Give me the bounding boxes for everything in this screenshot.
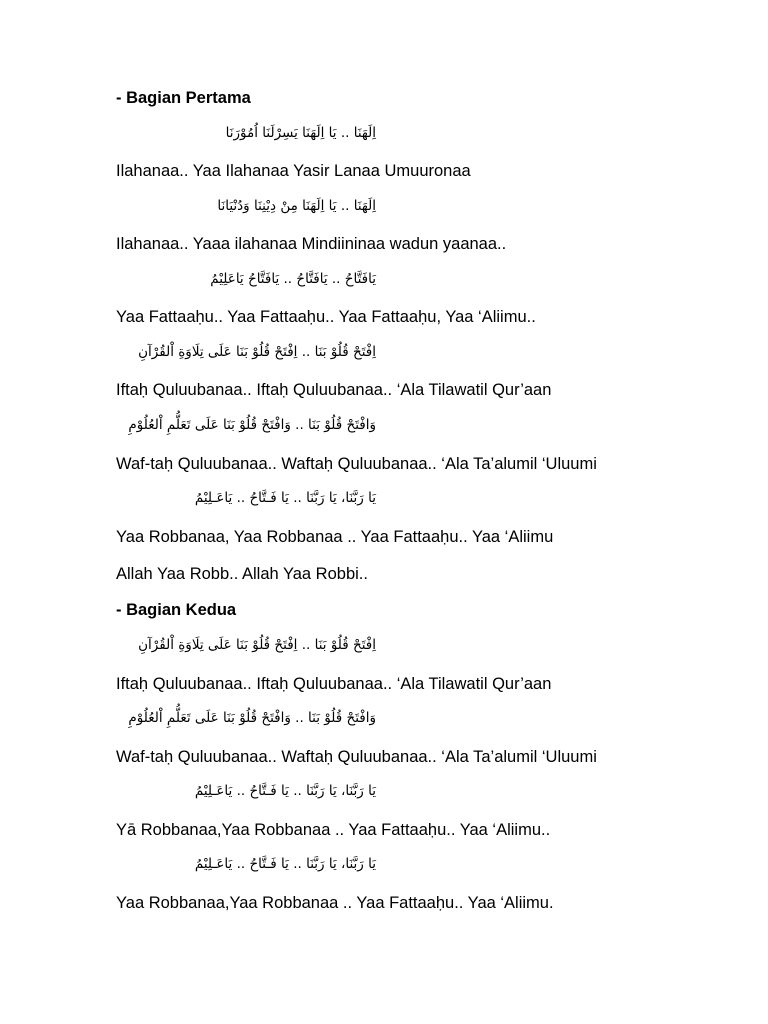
arabic-line [116, 781, 376, 801]
arabic-line [116, 415, 376, 435]
latin-line: Waf-taḥ Quluubanaa.. Waftaḥ Quluubanaa.. ‘Ala Ta’alumil ‘Uluumi [116, 455, 597, 473]
closing-line: Allah Yaa Robb.. Allah Yaa Robbi.. [116, 565, 368, 583]
latin-line: Ilahanaa.. Yaaa ilahanaa Mindiininaa wadun yaanaa.. [116, 235, 507, 253]
arabic-text: وَافْتَحْ قُلُوْ بَنَا .. وَافْتَحْ قُلُوْ بَنَا عَلَى تَعَلُّمِ اْلعُلُوْمِ [128, 710, 376, 726]
arabic-text: اِفْتَحْ قُلُوْ بَنَا .. اِفْتَحْ قُلُوْ بَنَا عَلَى تِلَاوَةِ اْلقُرْآنِ [138, 344, 376, 360]
arabic-text: وَافْتَحْ قُلُوْ بَنَا .. وَافْتَحْ قُلُوْ بَنَا عَلَى تَعَلُّمِ اْلعُلُوْمِ [128, 417, 376, 433]
latin-line: Yaa Robbanaa, Yaa Robbanaa .. Yaa Fattaaḥu.. Yaa ‘Aliimu [116, 528, 554, 546]
section-heading-pertama: - Bagian Pertama [116, 89, 251, 107]
arabic-line [116, 635, 376, 655]
arabic-text: اِفْتَحْ قُلُوْ بَنَا .. اِفْتَحْ قُلُوْ بَنَا عَلَى تِلَاوَةِ اْلقُرْآنِ [138, 637, 376, 653]
latin-line: Waf-taḥ Quluubanaa.. Waftaḥ Quluubanaa.. ‘Ala Ta’alumil ‘Uluumi [116, 748, 597, 766]
arabic-line [116, 342, 376, 362]
arabic-line [116, 123, 376, 143]
latin-line: Ilahanaa.. Yaa Ilahanaa Yasir Lanaa Umuuronaa [116, 162, 471, 180]
arabic-text: اِلَهَنَا .. يَا اِلَهَنَا مِنْ دِيْنِنَا وَدُنْيَانَا [217, 198, 376, 214]
arabic-text: يَا رَبَّنَا، يَا رَبَّنَا .. يَا فَـتَّاحُ .. يَاعَـلِيْمُ [194, 490, 376, 506]
latin-line: Yā Robbanaa,Yaa Robbanaa .. Yaa Fattaaḥu.. Yaa ‘Aliimu.. [116, 821, 551, 839]
arabic-line [116, 196, 376, 216]
latin-line: Iftaḥ Quluubanaa.. Iftaḥ Quluubanaa.. ‘Ala Tilawatil Qur’aan [116, 381, 552, 399]
arabic-text: يَا رَبَّنَا، يَا رَبَّنَا .. يَا فَـتَّاحُ .. يَاعَـلِيْمُ [194, 783, 376, 799]
latin-line: Yaa Fattaaḥu.. Yaa Fattaaḥu.. Yaa Fattaaḥu, Yaa ‘Aliimu.. [116, 308, 536, 326]
arabic-text: يَافَتَّاحُ .. يَافَتَّاحُ .. يَافَتَّاحُ يَاعَلِيْمُ [210, 271, 376, 287]
arabic-line [116, 488, 376, 508]
arabic-text: اِلَهَنَا .. يَا اِلَهَنَا يَسِرْلَنَا اُمُوْرَنَا [225, 125, 376, 141]
arabic-line [116, 269, 376, 289]
arabic-line [116, 708, 376, 728]
latin-line: Iftaḥ Quluubanaa.. Iftaḥ Quluubanaa.. ‘Ala Tilawatil Qur’aan [116, 675, 552, 693]
section-heading-kedua: - Bagian Kedua [116, 601, 237, 619]
latin-line: Yaa Robbanaa,Yaa Robbanaa .. Yaa Fattaaḥu.. Yaa ‘Aliimu. [116, 894, 554, 912]
arabic-text: يَا رَبَّنَا، يَا رَبَّنَا .. يَا فَـتَّاحُ .. يَاعَـلِيْمُ [194, 856, 376, 872]
arabic-line [116, 854, 376, 874]
